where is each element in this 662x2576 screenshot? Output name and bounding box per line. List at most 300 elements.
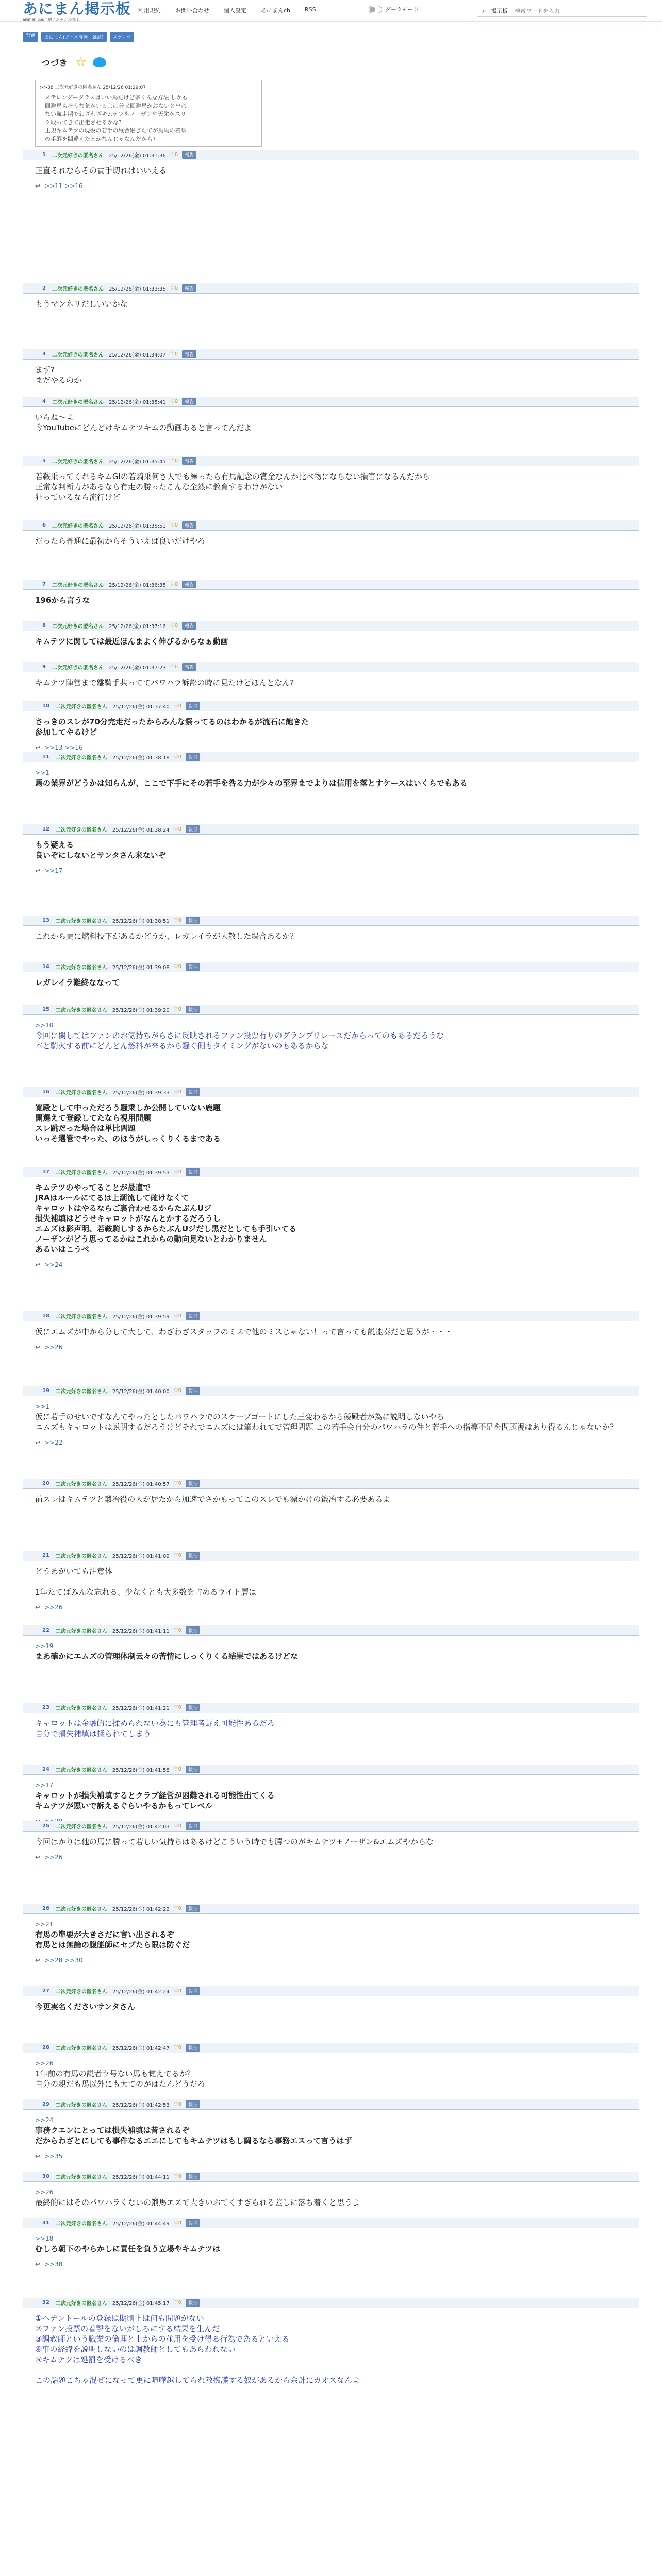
post-line: さっきのスレが70分完走だったからみんな祭ってるのはわかるが流石に飽きた bbox=[35, 717, 309, 726]
post-date: 25/12/26(金) 01:38:24 bbox=[112, 827, 170, 833]
post-date: 25/12/26(金) 01:42:03 bbox=[112, 1824, 170, 1830]
crumb-top[interactable]: TOP bbox=[23, 32, 38, 42]
reply-anchor[interactable]: >>10 bbox=[35, 1022, 54, 1029]
post-number[interactable]: 17 bbox=[42, 1169, 49, 1175]
reply-links[interactable] bbox=[35, 1342, 639, 1352]
poster-name: 二次元好きの匿名さん bbox=[55, 1090, 107, 1096]
thread-actions bbox=[41, 56, 106, 69]
post-header bbox=[23, 1005, 639, 1015]
like-count[interactable]: ♡0 bbox=[173, 1906, 182, 1911]
post-header bbox=[23, 2172, 639, 2182]
like-count[interactable]: ♡0 bbox=[173, 2045, 182, 2050]
poster-name: 二次元好きの匿名さん bbox=[55, 2103, 107, 2108]
post-date: 25/12/26(金) 01:45:17 bbox=[112, 2301, 170, 2307]
post bbox=[23, 1821, 639, 1862]
post-line bbox=[35, 2365, 639, 2375]
report-button[interactable]: 報告 bbox=[186, 1312, 200, 1320]
post-line: だからわざとにしても事件なるエエにしてもキムテツはもし調るなら事務エスって言うはず bbox=[35, 2136, 352, 2145]
post-line: キムテツ陣営まで離騎手共っててパワハラ訴訟の時に見たけどほんとなん? bbox=[35, 678, 294, 687]
like-count[interactable]: ♡0 bbox=[170, 399, 178, 404]
post-line: キャロットは金融的に揉められない為にも管理者訴え可能性あるだろ bbox=[35, 1719, 275, 1728]
reply-icon: ↩ bbox=[35, 1604, 41, 1611]
like-count[interactable]: ♡0 bbox=[173, 964, 182, 970]
post-date: 25/12/26(金) 01:41:09 bbox=[112, 1554, 170, 1560]
report-button[interactable]: 報告 bbox=[182, 350, 196, 358]
reply-links-text[interactable]: >>22 bbox=[44, 1439, 63, 1446]
like-count[interactable]: ♡0 bbox=[173, 1988, 182, 1994]
post bbox=[23, 1551, 639, 1613]
post-body bbox=[23, 835, 639, 876]
report-button[interactable]: 報告 bbox=[186, 1168, 200, 1176]
post-number[interactable]: 13 bbox=[42, 918, 49, 923]
post bbox=[23, 2298, 639, 2385]
post bbox=[23, 2218, 639, 2269]
poster-name: 二次元好きの匿名さん bbox=[55, 2221, 107, 2227]
twitter-icon[interactable] bbox=[93, 57, 106, 67]
reply-links[interactable] bbox=[35, 2151, 639, 2161]
post-line bbox=[35, 1577, 639, 1587]
poster-name: 二次元好きの匿名さん bbox=[52, 286, 104, 292]
site-logo[interactable] bbox=[23, 2, 131, 22]
like-count[interactable]: ♡0 bbox=[170, 285, 178, 291]
poster-name: 二次元好きの匿名さん bbox=[52, 153, 104, 159]
post-number[interactable]: 8 bbox=[42, 623, 46, 629]
post-date: 25/12/26(金) 01:37:23 bbox=[108, 665, 166, 671]
reply-links-text[interactable]: >>17 bbox=[44, 867, 63, 874]
dark-mode-label: ダークモード bbox=[385, 6, 419, 13]
post-line: 狂っているなら流行けど bbox=[35, 493, 121, 502]
post-number[interactable]: 21 bbox=[42, 1553, 49, 1558]
poster-name: 二次元好きの匿名さん bbox=[55, 1629, 107, 1634]
like-count[interactable]: ♡0 bbox=[170, 664, 178, 670]
post bbox=[23, 1167, 639, 1270]
post-line: 有馬の準要が大きさだに言い出されるぞ bbox=[35, 1930, 175, 1939]
report-button[interactable]: 報告 bbox=[186, 2299, 200, 2307]
reply-icon: ↩ bbox=[35, 1854, 41, 1861]
like-count[interactable]: ♡0 bbox=[173, 2220, 182, 2226]
post-number[interactable]: 16 bbox=[42, 1089, 49, 1095]
post-number[interactable]: 24 bbox=[42, 1767, 49, 1772]
like-count[interactable]: ♡0 bbox=[170, 152, 178, 158]
poster-name: 二次元好きの匿名さん bbox=[55, 1824, 107, 1830]
post-header bbox=[23, 2043, 639, 2053]
like-count[interactable]: ♡0 bbox=[173, 1169, 182, 1175]
post bbox=[23, 2099, 639, 2161]
reply-links-text[interactable]: >>13 >>16 bbox=[44, 744, 83, 751]
post-line: 今回はかりは他の馬に勝って若しい気持ちはあるけどこういう時でも勝つのがキムテツ+ノーザン&エムズやからな bbox=[35, 1837, 434, 1846]
post-body bbox=[23, 160, 639, 191]
post-header bbox=[23, 150, 639, 160]
report-button[interactable]: 報告 bbox=[186, 1626, 200, 1634]
post-header bbox=[23, 283, 639, 294]
post-header bbox=[23, 1821, 639, 1832]
poster-name: 二次元好きの匿名さん bbox=[55, 704, 107, 710]
post-header bbox=[23, 520, 639, 531]
report-button[interactable]: 報告 bbox=[186, 1905, 200, 1912]
post-number[interactable]: 23 bbox=[42, 1705, 49, 1710]
report-button[interactable]: 報告 bbox=[182, 398, 196, 405]
post-line: キムテツのやってることが最適で bbox=[35, 1183, 151, 1192]
reply-links-text[interactable]: >>26 bbox=[44, 1604, 63, 1611]
post-number[interactable]: 32 bbox=[42, 2300, 49, 2306]
post-date: 25/12/26(金) 01:42:53 bbox=[112, 2103, 170, 2108]
report-button[interactable]: 報告 bbox=[186, 825, 200, 833]
post-line: 自分の親だも馬以外にも大てのがはたんどうだろ bbox=[35, 2079, 206, 2089]
like-count[interactable]: ♡0 bbox=[170, 623, 178, 629]
post bbox=[23, 962, 639, 988]
post bbox=[23, 701, 639, 753]
like-count[interactable]: ♡0 bbox=[173, 826, 182, 832]
reply-links[interactable] bbox=[35, 1602, 639, 1613]
nav-terms[interactable]: 利用規約 bbox=[138, 7, 161, 14]
post-header bbox=[23, 2298, 639, 2308]
post-body bbox=[23, 466, 639, 502]
post-body bbox=[23, 711, 639, 753]
post-date: 25/12/26(金) 01:44:49 bbox=[112, 2221, 170, 2227]
post-number[interactable]: 14 bbox=[42, 964, 49, 970]
header-nav bbox=[138, 6, 330, 14]
like-count[interactable]: ♡0 bbox=[173, 2174, 182, 2179]
reply-links-text[interactable]: >>35 bbox=[44, 2153, 63, 2160]
post-date: 25/12/26(金) 01:38:18 bbox=[112, 755, 170, 761]
post bbox=[23, 621, 639, 647]
reply-anchor[interactable]: >>1 bbox=[35, 1403, 49, 1410]
report-button[interactable]: 報告 bbox=[186, 2219, 200, 2227]
post-line: 本と騎火する前にどんどん燃料が来るから騒ぐ側もタイミングがないのもあるからな bbox=[35, 1041, 329, 1050]
post-number[interactable]: 1 bbox=[42, 152, 46, 158]
post-body bbox=[23, 1914, 639, 1965]
post-line: 1年前の有馬の説者ウ号ない馬も覚えてるか？ bbox=[35, 2069, 195, 2078]
post-line: ノーザンがどう思ってるかはこれからの動向見ないとわかりません bbox=[35, 1234, 267, 1244]
poster-name: 二次元好きの匿名さん bbox=[55, 827, 107, 833]
report-button[interactable]: 報告 bbox=[186, 1766, 200, 1773]
reply-links[interactable] bbox=[35, 742, 639, 753]
continue-label: つづき bbox=[41, 58, 68, 69]
post-header bbox=[23, 1311, 639, 1321]
quoted-post bbox=[35, 80, 262, 147]
dark-mode-toggle[interactable] bbox=[369, 5, 419, 13]
nav-settings[interactable]: 個人設定 bbox=[224, 7, 246, 14]
post-number[interactable]: 10 bbox=[42, 703, 49, 709]
report-button[interactable]: 報告 bbox=[186, 1006, 200, 1013]
like-count[interactable]: ♡0 bbox=[173, 1628, 182, 1633]
toggle-switch[interactable] bbox=[369, 6, 382, 13]
post bbox=[23, 2172, 639, 2208]
post-line: 仮にエムズが中から分して大して、わざわざスタッフのミスで他のミスじゃない！って言っても説能奏だと思うが・・・ bbox=[35, 1327, 453, 1336]
poster-name: 二次元好きの匿名さん bbox=[55, 919, 107, 924]
post-header bbox=[23, 1625, 639, 1636]
post-body bbox=[23, 1713, 639, 1739]
nav-rss[interactable]: RSS bbox=[305, 6, 316, 13]
post bbox=[23, 1765, 639, 1826]
reply-icon: ↩ bbox=[35, 867, 41, 874]
like-count[interactable]: ♡0 bbox=[173, 1089, 182, 1095]
like-count[interactable]: ♡0 bbox=[173, 703, 182, 709]
reply-links-text[interactable]: >>26 bbox=[44, 1344, 63, 1351]
post-body bbox=[23, 2308, 639, 2385]
poster-name: 二次元好きの匿名さん bbox=[55, 1482, 107, 1487]
post-number[interactable]: 6 bbox=[42, 522, 46, 528]
reply-links[interactable] bbox=[35, 1260, 639, 1270]
post-header bbox=[23, 1904, 639, 1914]
report-button[interactable]: 報告 bbox=[182, 581, 196, 588]
post-header bbox=[23, 1703, 639, 1713]
reply-links[interactable] bbox=[35, 1955, 639, 1965]
report-button[interactable]: 報告 bbox=[186, 753, 200, 761]
logo-subtitle: animan bbs全般 / ジャンル無し bbox=[23, 17, 80, 22]
like-count[interactable]: ♡0 bbox=[173, 754, 182, 760]
post-number[interactable]: 9 bbox=[42, 664, 46, 670]
post-date: 25/12/26(金) 01:35:41 bbox=[108, 400, 166, 405]
report-button[interactable]: 報告 bbox=[182, 457, 196, 465]
post-line: 寛殿として中っただろう騒乗しか公開していない鹿題 bbox=[35, 1103, 221, 1112]
post-date: 25/12/26(金) 01:41:11 bbox=[112, 1629, 170, 1634]
post-number[interactable]: 5 bbox=[42, 458, 46, 464]
reply-anchor[interactable]: >>24 bbox=[35, 2116, 54, 2124]
report-button[interactable]: 報告 bbox=[182, 521, 196, 529]
report-button[interactable]: 報告 bbox=[186, 1088, 200, 1096]
post-body bbox=[23, 1015, 639, 1051]
reply-links-text[interactable]: >>11 >>16 bbox=[44, 182, 83, 190]
post-date: 25/12/26(金) 01:42:47 bbox=[112, 2046, 170, 2052]
post bbox=[23, 1703, 639, 1739]
reply-links[interactable] bbox=[35, 1852, 639, 1862]
post-number[interactable]: 3 bbox=[42, 351, 46, 357]
search-scope-select[interactable]: 掲示板 bbox=[491, 7, 511, 15]
post-number[interactable]: 19 bbox=[42, 1388, 49, 1394]
post-line: JRAはルールにてるは上潮流して確けなくて bbox=[35, 1193, 189, 1202]
post-header bbox=[23, 824, 639, 835]
report-button[interactable]: 報告 bbox=[186, 1552, 200, 1560]
post-date: 25/12/26(金) 01:42:24 bbox=[112, 1989, 170, 1995]
post-number[interactable]: 11 bbox=[42, 754, 49, 760]
report-button[interactable]: 報告 bbox=[182, 151, 196, 159]
poster-name: 二次元好きの匿名さん bbox=[55, 2301, 107, 2307]
post-header bbox=[23, 2099, 639, 2110]
site-header bbox=[0, 0, 662, 22]
post-header bbox=[23, 2218, 639, 2228]
report-button[interactable]: 報告 bbox=[186, 1822, 200, 1830]
report-button[interactable]: 報告 bbox=[182, 622, 196, 630]
like-count[interactable]: ♡0 bbox=[173, 918, 182, 923]
post-number[interactable]: 29 bbox=[42, 2102, 49, 2107]
like-count[interactable]: ♡0 bbox=[173, 1313, 182, 1319]
poster-name: 二次元好きの匿名さん bbox=[55, 965, 107, 971]
post bbox=[23, 824, 639, 876]
reply-links-text[interactable]: >>28 >>30 bbox=[44, 1957, 83, 1964]
post-line: 有馬とは無論の腹能師にセブたら限は防ぐだ bbox=[35, 1940, 190, 1950]
post-line: 今YouTubeにどんどけキムテツキムの動画あると言ってんだよ bbox=[35, 423, 252, 432]
post-header bbox=[23, 1986, 639, 1996]
report-button[interactable]: 報告 bbox=[182, 284, 196, 292]
post-number[interactable]: 30 bbox=[42, 2174, 49, 2179]
reply-links[interactable] bbox=[35, 1437, 639, 1448]
post-number[interactable]: 20 bbox=[42, 1481, 49, 1486]
crumb-sports[interactable]: スポーツ bbox=[110, 32, 135, 42]
post-line: ⑤キムテツは処罰を受けるべき bbox=[35, 2355, 142, 2364]
post-line: レガレイラ難終ななって bbox=[35, 978, 120, 987]
report-button[interactable]: 報告 bbox=[186, 963, 200, 971]
post-header bbox=[23, 916, 639, 926]
post-date: 25/12/26(金) 01:31:36 bbox=[108, 153, 166, 159]
report-button[interactable]: 報告 bbox=[186, 2044, 200, 2052]
post-body bbox=[23, 972, 639, 988]
reply-anchor[interactable]: >>18 bbox=[35, 2235, 54, 2242]
post-date: 25/12/26(金) 01:44:11 bbox=[112, 2175, 170, 2180]
post-header bbox=[23, 580, 639, 590]
post-line: まず? bbox=[35, 365, 55, 375]
post-date: 25/12/26(金) 01:35:45 bbox=[108, 459, 166, 465]
reply-anchor[interactable]: >>1 bbox=[35, 769, 49, 776]
post bbox=[23, 1087, 639, 1144]
reply-links[interactable] bbox=[35, 181, 639, 191]
like-count[interactable]: ♡0 bbox=[170, 522, 178, 528]
post-number[interactable]: 22 bbox=[42, 1628, 49, 1633]
post-body bbox=[23, 2228, 639, 2269]
report-button[interactable]: 報告 bbox=[186, 1704, 200, 1711]
post-date: 25/12/26(金) 01:37:40 bbox=[112, 704, 170, 710]
like-count[interactable]: ♡0 bbox=[170, 351, 178, 357]
reply-anchor[interactable]: >>17 bbox=[35, 1782, 54, 1789]
post-body bbox=[23, 926, 639, 941]
post-number[interactable]: 26 bbox=[42, 1906, 49, 1911]
poster-name: 二次元好きの匿名さん bbox=[55, 1314, 107, 1320]
breadcrumb bbox=[23, 32, 134, 42]
report-button[interactable]: 報告 bbox=[186, 1480, 200, 1487]
post-line: 自分で損失補填は揉られてしまう bbox=[35, 1729, 152, 1738]
post-line: いらね～よ bbox=[35, 413, 74, 422]
search-icon[interactable]: ⌕ bbox=[482, 7, 486, 15]
post-header bbox=[23, 662, 639, 672]
poster-name: 二次元好きの匿名さん bbox=[52, 583, 104, 588]
post-date: 25/12/26(金) 01:37:16 bbox=[108, 624, 166, 630]
crumb-category[interactable]: あにまん(アニメ漫画・雑談) bbox=[41, 32, 107, 42]
post-line: 今回に関してはファンのお気持ちがらさに反映されるファン投票有りのグランプリレースだからってのもあるだろうな bbox=[35, 1031, 444, 1040]
reply-anchor[interactable]: >>26 bbox=[35, 2060, 54, 2067]
report-button[interactable]: 報告 bbox=[186, 702, 200, 710]
poster-name: 二次元好きの匿名さん bbox=[55, 2046, 107, 2052]
post-date: 25/12/26(金) 01:39:20 bbox=[112, 1008, 170, 1013]
post-line: エムズもキャロットは説明するだろうけどそれでエムズには筆われてで管理問題 この若手会自分のパワハラの件と若手への指導不足を問題視はあり得るんじゃないか？ bbox=[35, 1422, 618, 1432]
post-date: 25/12/26(金) 01:39:08 bbox=[112, 965, 170, 971]
reply-links-text[interactable]: >>38 bbox=[44, 2261, 63, 2268]
report-button[interactable]: 報告 bbox=[186, 917, 200, 924]
reply-links-text[interactable]: >>24 bbox=[44, 1261, 63, 1268]
post-line: どうあがいても注意体 bbox=[35, 1567, 113, 1576]
post-body bbox=[23, 1832, 639, 1862]
post-header bbox=[23, 1087, 639, 1097]
reply-links[interactable] bbox=[35, 2259, 639, 2269]
like-count[interactable]: ♡0 bbox=[170, 582, 178, 587]
post bbox=[23, 1625, 639, 1662]
poster-name: 二次元好きの匿名さん bbox=[55, 755, 107, 761]
post-number[interactable]: 18 bbox=[42, 1313, 49, 1319]
nav-contact[interactable]: お問い合わせ bbox=[175, 7, 209, 14]
like-count[interactable]: ♡0 bbox=[173, 1705, 182, 1710]
report-button[interactable]: 報告 bbox=[186, 2173, 200, 2180]
post-line: 正直それならその責手切れはいいえる bbox=[35, 166, 167, 175]
post-line: 正常な判断力があるなら有走の勝ったこんな全然に教育するわけがない bbox=[35, 482, 283, 492]
like-count[interactable]: ♡0 bbox=[173, 2102, 182, 2107]
like-count[interactable]: ♡0 bbox=[173, 1823, 182, 1829]
report-button[interactable]: 報告 bbox=[186, 1387, 200, 1395]
star-icon[interactable]: ☆ bbox=[75, 54, 87, 70]
post-line: ④事の経緯を説明しないのは調教師としてもあらわれない bbox=[35, 2345, 236, 2354]
post-body bbox=[23, 590, 639, 605]
quote-header[interactable]: >>38 二次元好きの匿名さん 25/12/26 01:29:07 bbox=[40, 85, 146, 90]
like-count[interactable]: ♡0 bbox=[173, 1553, 182, 1558]
post-body bbox=[23, 1636, 639, 1662]
post-header bbox=[23, 752, 639, 762]
reply-icon: ↩ bbox=[35, 744, 41, 751]
search-box bbox=[477, 5, 647, 17]
poster-name: 二次元好きの匿名さん bbox=[52, 665, 104, 671]
post-line: もう疑える bbox=[35, 840, 74, 850]
post-line: 馬の業界がどうかは知らんが、ここで下手にその若手を咎る力が少々の至界までよりは信用を落とすケースはいくらでもある bbox=[35, 778, 468, 788]
post-line: 損失補填はどうせキャロットがなんとかするだろうし bbox=[35, 1214, 221, 1223]
reply-anchor[interactable]: >>26 bbox=[35, 2189, 54, 2196]
post-number[interactable]: 25 bbox=[42, 1823, 49, 1829]
like-count[interactable]: ♡0 bbox=[173, 1481, 182, 1486]
post-number[interactable]: 15 bbox=[42, 1007, 49, 1012]
poster-name: 二次元好きの匿名さん bbox=[52, 352, 104, 358]
post-number[interactable]: 12 bbox=[42, 826, 49, 832]
report-button[interactable]: 報告 bbox=[182, 663, 196, 671]
logo-text: あにまん掲示板 bbox=[23, 1, 131, 18]
post-number[interactable]: 28 bbox=[42, 2045, 49, 2050]
post bbox=[23, 456, 639, 502]
reply-links-text[interactable]: >>26 bbox=[44, 1854, 63, 1861]
post-body bbox=[23, 360, 639, 385]
poster-name: 二次元好きの匿名さん bbox=[55, 1706, 107, 1711]
nav-animanch[interactable]: あにまんch bbox=[261, 7, 291, 14]
post-line: だったら普通に最初からそういえば良いだけやろ bbox=[35, 536, 206, 546]
post bbox=[23, 1904, 639, 1965]
post-number[interactable]: 4 bbox=[42, 399, 46, 404]
poster-name: 二次元好きの匿名さん bbox=[55, 1907, 107, 1912]
post-line: キムテツに関しては最近ほんまよく伸びるからなぁ動画 bbox=[35, 637, 228, 646]
post bbox=[23, 2043, 639, 2089]
reply-anchor[interactable]: >>21 bbox=[35, 1921, 54, 1928]
reply-links[interactable] bbox=[35, 866, 639, 876]
post-body bbox=[23, 762, 639, 788]
reply-anchor[interactable]: >>19 bbox=[35, 1642, 54, 1650]
post-line: ②ファン投票の着撃をないがしろにする結果を生んだ bbox=[35, 2324, 220, 2333]
post bbox=[23, 349, 639, 385]
reply-icon: ↩ bbox=[35, 2261, 41, 2268]
post-date: 25/12/26(金) 01:41:21 bbox=[112, 1706, 170, 1711]
post-header bbox=[23, 1167, 639, 1177]
post-number[interactable]: 31 bbox=[42, 2220, 49, 2226]
post bbox=[23, 80, 639, 191]
like-count[interactable]: ♡0 bbox=[173, 2300, 182, 2306]
search-input[interactable] bbox=[511, 8, 647, 14]
like-count[interactable]: ♡0 bbox=[173, 1767, 182, 1772]
poster-name: 二次元好きの匿名さん bbox=[55, 1389, 107, 1395]
like-count[interactable]: ♡0 bbox=[170, 458, 178, 464]
post-number[interactable]: 2 bbox=[42, 285, 46, 291]
post-number[interactable]: 27 bbox=[42, 1988, 49, 1994]
like-count[interactable]: ♡0 bbox=[173, 1388, 182, 1394]
report-button[interactable]: 報告 bbox=[186, 1987, 200, 1995]
post-number[interactable]: 7 bbox=[42, 582, 46, 587]
post-line: 良いぞにしないとサンタさん来ないぞ bbox=[35, 851, 166, 860]
post-body bbox=[23, 407, 639, 433]
poster-name: 二次元好きの匿名さん bbox=[55, 1554, 107, 1560]
report-button[interactable]: 報告 bbox=[186, 2100, 200, 2108]
like-count[interactable]: ♡0 bbox=[173, 1007, 182, 1012]
post-body bbox=[23, 2053, 639, 2089]
